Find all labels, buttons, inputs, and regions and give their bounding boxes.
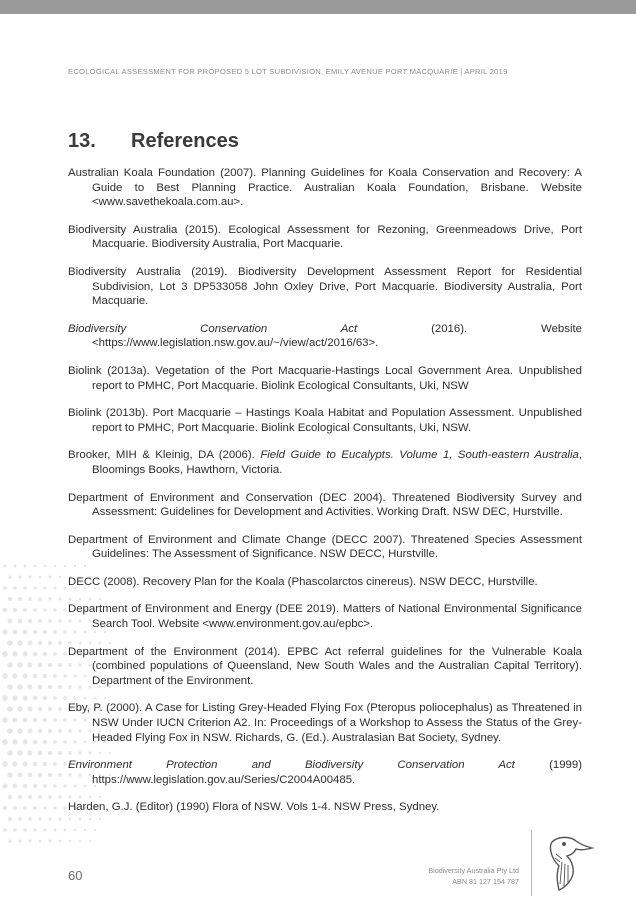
pattern-dot: [38, 795, 42, 799]
pattern-dot: [38, 641, 43, 646]
pattern-dot: [14, 565, 17, 568]
company-name: Biodiversity Australia Pty Ltd: [428, 866, 519, 875]
reference-entry: [68, 533, 582, 562]
pattern-dot: [43, 740, 47, 744]
reference-text: Harden, G.J. (Editor) (1990) Flora of NSW. Vols 1-4. NSW Press, Sydney.: [68, 801, 440, 814]
pattern-dot: [28, 729, 33, 734]
pattern-dot: [3, 564, 6, 567]
pattern-dot: [7, 750, 13, 756]
reference-entry: [68, 265, 582, 309]
pattern-dot: [2, 629, 7, 634]
pattern-dot: [33, 718, 38, 723]
reference-title-italic: Biodiversity Conservation Act: [68, 322, 358, 335]
reference-entry: [68, 322, 582, 351]
pattern-dot: [18, 619, 23, 624]
pattern-dot: [28, 817, 32, 821]
pattern-dot: [28, 597, 32, 601]
pattern-dot: [28, 685, 33, 690]
pattern-dot: [13, 784, 18, 789]
pattern-dot: [63, 718, 67, 722]
pattern-dot: [23, 674, 28, 679]
pattern-dot: [38, 597, 42, 601]
pattern-dot: [17, 684, 22, 689]
pattern-dot: [74, 829, 77, 832]
pattern-dot: [12, 695, 17, 700]
pattern-dot: [2, 673, 8, 679]
section-title: References: [131, 130, 239, 152]
pattern-dot: [48, 773, 52, 777]
pattern-dot: [53, 608, 56, 611]
pattern-dot: [7, 662, 13, 668]
pattern-dot: [18, 773, 23, 778]
pattern-dot: [58, 597, 61, 600]
pattern-dot: [23, 696, 28, 701]
pattern-dot: [43, 784, 47, 788]
pattern-dot: [13, 806, 17, 810]
pattern-dot: [69, 840, 72, 843]
pattern-dot: [43, 828, 46, 831]
pattern-dot: [33, 630, 37, 634]
pattern-dot: [58, 817, 61, 820]
pattern-dot: [63, 784, 66, 787]
pattern-dot: [33, 696, 38, 701]
pattern-dot: [38, 729, 43, 734]
reference-text: Department of the Environment (2014). EPBC Act referral guidelines for the Vulnerable Koala (combined populations of Queensland, New South Wales and the Australian Capital Territory). Department of the Environment.: [68, 645, 582, 687]
reference-text: , Bloomings Books, Hawthorn, Victoria.: [92, 449, 582, 476]
section-heading: [68, 130, 239, 153]
page-number: 60: [68, 868, 83, 883]
pattern-dot: [58, 641, 62, 645]
reference-entry: [68, 602, 582, 631]
pattern-dot: [43, 762, 47, 766]
pattern-dot: [38, 575, 41, 578]
pattern-dot: [58, 773, 62, 777]
pattern-dot: [64, 565, 67, 568]
reference-text: Biodiversity Australia (2019). Biodiversity Development Assessment Report for Residential Subdivision, Lot 3 DP533058 John Oxley Drive, Port Macquarie. Biodiversity Australia, Port Macquarie.: [68, 265, 582, 308]
running-header: ECOLOGICAL ASSESSMENT FOR PROPOSED 5 LOT SUBDIVISION, EMILY AVENUE PORT MACQUARIE | APRIL 2019: [68, 67, 508, 76]
reference-text: Department of Environment and Climate Change (DECC 2007). Threatened Species Assessment Guidelines: The Assessment of Significance. NSW DECC, Hurstville.: [68, 533, 582, 561]
pattern-dot: [7, 772, 12, 777]
pattern-dot: [33, 586, 36, 589]
pattern-dot: [84, 829, 87, 832]
pattern-dot: [48, 597, 51, 600]
reference-text: Department of Environment and Energy (DEE 2019). Matters of National Environmental Significance Search Tool. Website <www.environment.gov.au/epbc>.: [68, 603, 582, 631]
pattern-dot: [48, 685, 52, 689]
pattern-dot: [8, 597, 12, 601]
pattern-dot: [58, 619, 62, 623]
pattern-dot: [8, 817, 12, 821]
reference-text: (2016). Website <https://www.legislation.nsw.gov.au/~/view/act/2016/63>.: [92, 322, 582, 350]
pattern-dot: [2, 761, 8, 767]
pattern-dot: [7, 706, 13, 712]
reference-entry: [68, 575, 582, 590]
reference-text: Australian Koala Foundation (2007). Planning Guidelines for Koala Conservation and Recovery: A Guide to Best Planning Practice. Australian Koala Foundation, Brisbane. Website <www.savethekoala.com.au>.: [68, 167, 582, 209]
pattern-dot: [54, 829, 57, 832]
pattern-dot: [54, 565, 57, 568]
pattern-dot: [13, 630, 18, 635]
pattern-dot: [23, 828, 26, 831]
reference-entry: [68, 166, 582, 210]
pattern-dot: [18, 597, 22, 601]
pattern-dot: [53, 696, 57, 700]
pattern-dot: [63, 696, 67, 700]
pattern-dot: [43, 652, 47, 656]
pattern-dot: [23, 740, 28, 745]
reference-text: (1999) https://www.legislation.gov.au/Series/C2004A00485.: [92, 759, 582, 786]
pattern-dot: [43, 630, 47, 634]
pattern-dot: [33, 674, 38, 679]
pattern-dot: [63, 630, 66, 633]
pattern-dot: [63, 608, 66, 611]
pattern-dot: [17, 728, 22, 733]
reference-entry: [68, 448, 582, 477]
pattern-dot: [8, 839, 12, 843]
reference-list: [68, 166, 582, 828]
pattern-dot: [64, 829, 67, 832]
reference-entry: [68, 701, 582, 745]
pattern-dot: [33, 608, 37, 612]
pattern-dot: [23, 762, 28, 767]
pattern-dot: [38, 839, 41, 842]
reference-text: Brooker, MIH & Kleinig, DA (2006).: [68, 449, 261, 462]
pattern-dot: [43, 674, 47, 678]
pattern-dot: [49, 576, 52, 579]
pattern-dot: [28, 641, 33, 646]
top-color-bar: [0, 0, 636, 14]
pattern-dot: [59, 840, 62, 843]
pattern-dot: [17, 706, 22, 711]
pattern-dot: [48, 619, 52, 623]
pattern-dot: [58, 795, 61, 798]
pattern-dot: [48, 817, 51, 820]
pattern-dot: [18, 839, 21, 842]
pattern-dot: [34, 565, 37, 568]
reference-entry: [68, 364, 582, 393]
reference-entry: [68, 223, 582, 252]
pattern-dot: [8, 619, 13, 624]
pattern-dot: [49, 840, 52, 843]
section-number: 13.: [68, 130, 96, 152]
pattern-dot: [43, 608, 47, 612]
pattern-dot: [23, 608, 27, 612]
reference-entry: [68, 491, 582, 520]
reference-entry: [68, 800, 582, 815]
reference-text: Eby, P. (2000). A Case for Listing Grey-Headed Flying Fox (Pteropus poliocephalus) as Threatened in NSW Under IUCN Criterion A2. In: Proceedings of a Workshop to Assess the Status of the Grey-Headed Flying Fox in NSW. Richards, G. (Ed.). Australasian Bat Society, Sydney.: [68, 702, 582, 744]
pattern-dot: [23, 586, 26, 589]
reference-text: Biolink (2013a). Vegetation of the Port Macquarie-Hastings Local Government Area. Unpublished report to PMHC, Port Macquarie. Biolink Ecological Consultants, Uki, NSW: [68, 364, 582, 392]
footer-divider: [531, 830, 532, 896]
pattern-dot: [2, 695, 8, 701]
reference-title-italic: Environment Protection and Biodiversity Conservation Act: [68, 759, 515, 772]
pattern-dot: [28, 663, 33, 668]
pattern-dot: [53, 762, 57, 766]
pattern-dot: [63, 674, 67, 678]
pattern-dot: [28, 707, 33, 712]
pattern-dot: [12, 717, 17, 722]
kookaburra-logo-icon: [538, 832, 598, 892]
pattern-dot: [13, 608, 17, 612]
pattern-dot: [58, 685, 62, 689]
pattern-dot: [12, 739, 17, 744]
pattern-dot: [33, 828, 36, 831]
pattern-dot: [3, 586, 7, 590]
pattern-dot: [53, 718, 57, 722]
pattern-dot: [28, 751, 33, 756]
pattern-dot: [2, 739, 8, 745]
pattern-dot: [12, 651, 17, 656]
pattern-dot: [63, 652, 67, 656]
pattern-dot: [7, 640, 13, 646]
pattern-dot: [58, 751, 62, 755]
footer-company-info: [428, 865, 519, 887]
pattern-dot: [53, 806, 56, 809]
pattern-dot: [8, 795, 13, 800]
pattern-dot: [28, 619, 32, 623]
pattern-dot: [48, 751, 52, 755]
reference-title-italic: Field Guide to Eucalypts. Volume 1, South-eastern Australia: [260, 449, 579, 462]
pattern-dot: [33, 652, 38, 657]
pattern-dot: [18, 575, 21, 578]
pattern-dot: [58, 663, 62, 667]
pattern-dot: [28, 795, 32, 799]
pattern-dot: [17, 662, 22, 667]
pattern-dot: [43, 696, 47, 700]
pattern-dot: [38, 707, 43, 712]
pattern-dot: [7, 684, 13, 690]
pattern-dot: [63, 740, 67, 744]
pattern-dot: [3, 784, 8, 789]
pattern-dot: [8, 575, 11, 578]
pattern-dot: [59, 576, 62, 579]
pattern-dot: [33, 740, 38, 745]
pattern-dot: [38, 663, 43, 668]
reference-text: Department of Environment and Conservation (DEC 2004). Threatened Biodiversity Survey and Assessment: Guidelines for Development and Activities. Working Draft. NSW DEC, Hurstville.: [68, 491, 582, 519]
pattern-dot: [7, 728, 13, 734]
pattern-dot: [53, 784, 57, 788]
pattern-dot: [53, 740, 57, 744]
pattern-dot: [28, 575, 31, 578]
pattern-dot: [44, 565, 47, 568]
pattern-dot: [48, 641, 52, 645]
pattern-dot: [48, 795, 52, 799]
pattern-dot: [38, 619, 42, 623]
pattern-dot: [64, 587, 67, 590]
pattern-dot: [3, 828, 7, 832]
pattern-dot: [2, 651, 8, 657]
pattern-dot: [17, 640, 22, 645]
pattern-dot: [53, 630, 57, 634]
pattern-dot: [18, 817, 22, 821]
pattern-dot: [23, 652, 28, 657]
pattern-dot: [38, 817, 42, 821]
pattern-dot: [28, 773, 33, 778]
pattern-dot: [23, 630, 28, 635]
pattern-dot: [94, 829, 96, 831]
pattern-dot: [28, 839, 31, 842]
pattern-dot: [54, 587, 57, 590]
pattern-dot: [43, 718, 47, 722]
pattern-dot: [48, 663, 52, 667]
pattern-dot: [48, 729, 52, 733]
pattern-dot: [12, 673, 17, 678]
pattern-dot: [89, 840, 91, 842]
pattern-dot: [33, 806, 37, 810]
pattern-dot: [3, 806, 7, 810]
pattern-dot: [18, 795, 22, 799]
pattern-dot: [12, 761, 17, 766]
pattern-dot: [58, 707, 62, 711]
pattern-dot: [53, 652, 57, 656]
pattern-dot: [38, 773, 42, 777]
pattern-dot: [53, 674, 57, 678]
pattern-dot: [13, 586, 17, 590]
reference-text: Biolink (2013b). Port Macquarie – Hastings Koala Habitat and Population Assessment. Unpublished report to PMHC, Port Macquarie. Biolink Ecological Consultants, Uki, NSW.: [68, 407, 582, 434]
pattern-dot: [2, 717, 8, 723]
pattern-dot: [38, 685, 43, 690]
pattern-dot: [33, 762, 38, 767]
pattern-dot: [13, 828, 17, 832]
pattern-dot: [38, 751, 43, 756]
pattern-dot: [79, 840, 82, 843]
pattern-dot: [24, 565, 27, 568]
pattern-dot: [63, 762, 67, 766]
reference-text: Biodiversity Australia (2015). Ecological Assessment for Rezoning, Greenmeadows Drive, Port Macquarie. Biodiversity Australia, Port Macquarie.: [68, 223, 582, 251]
pattern-dot: [43, 806, 47, 810]
reference-entry: [68, 758, 582, 787]
reference-text: DECC (2008). Recovery Plan for the Koala (Phascolarctos cinereus). NSW DECC, Hurstville.: [68, 575, 538, 588]
company-abn: ABN 81 127 154 787: [452, 877, 519, 886]
pattern-dot: [58, 729, 62, 733]
pattern-dot: [63, 806, 66, 809]
pattern-dot: [17, 750, 22, 755]
pattern-dot: [23, 784, 27, 788]
reference-entry: [68, 406, 582, 435]
pattern-dot: [43, 586, 46, 589]
pattern-dot: [23, 718, 28, 723]
reference-entry: [68, 645, 582, 689]
pattern-dot: [48, 707, 52, 711]
pattern-dot: [33, 784, 37, 788]
pattern-dot: [3, 608, 8, 613]
pattern-dot: [23, 806, 27, 810]
